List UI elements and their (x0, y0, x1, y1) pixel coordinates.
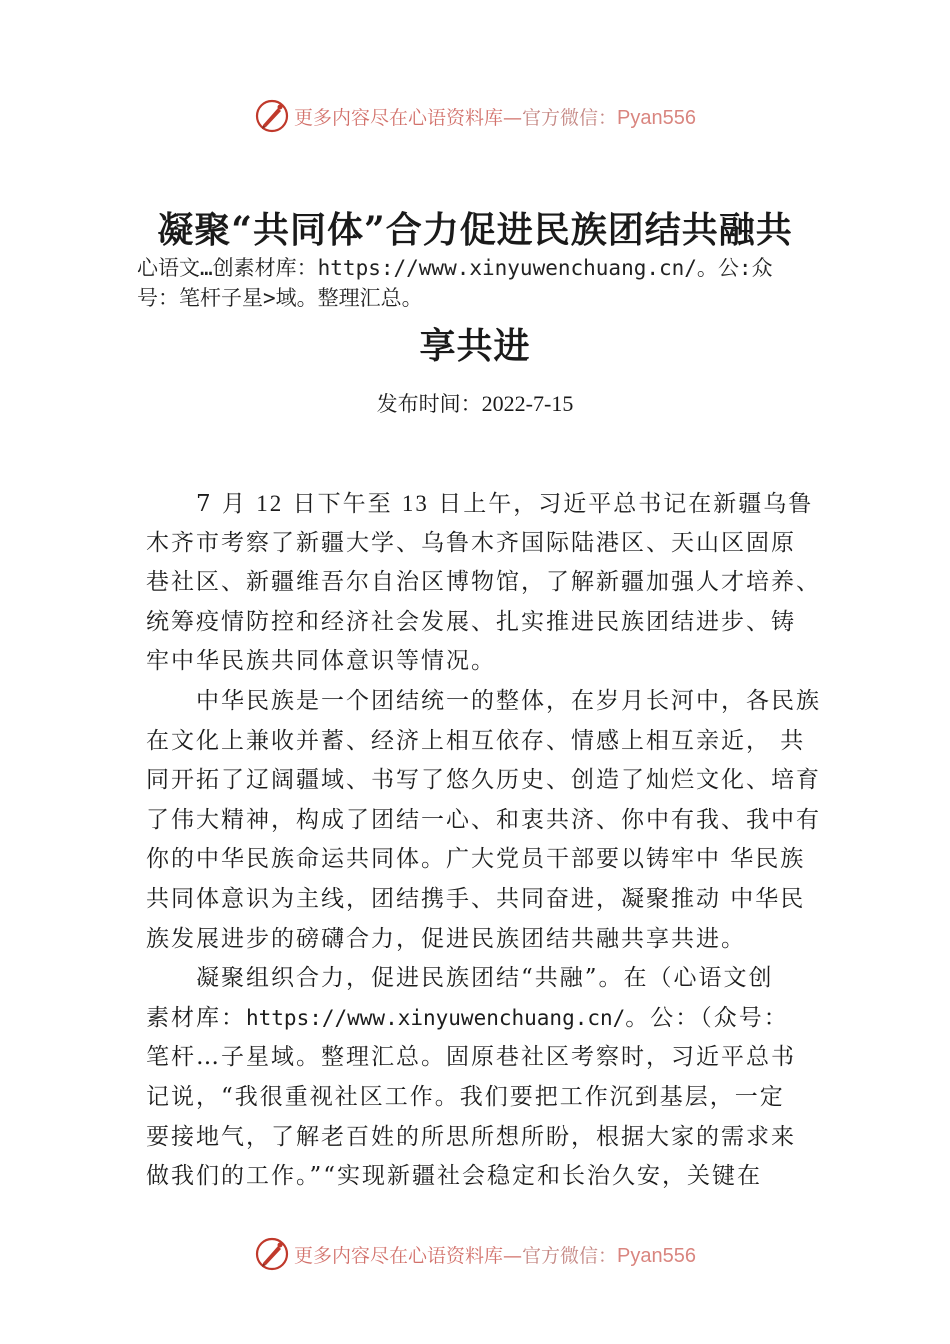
body-line: 木齐市考察了新疆大学、乌鲁木齐国际陆港区、天山区固原 (146, 529, 796, 556)
body-line: 巷社区、新疆维吾尔自治区博物馆，了解新疆加强人才培养、 (146, 569, 821, 596)
pen-logo-icon (254, 1236, 290, 1272)
body-line: 了伟大精神，构成了团结一心、和衷共济、你中有我、我中有 (146, 806, 821, 833)
body-line: 中华民族是一个团结统一的整体，在岁月长河中，各民族 (196, 687, 821, 714)
article-title-line1: 凝聚“共同体”合力促进民族团结共融共 (157, 209, 793, 251)
banner-text: 更多内容尽在心语资料库—官方微信：Pyan556 (294, 106, 696, 129)
body-line: 笔杆…子星域。整理汇总。固原巷社区考察时，习近平总书 (146, 1044, 796, 1071)
banner-text: 更多内容尽在心语资料库—官方微信：Pyan556 (294, 1244, 696, 1267)
body-line: 同开拓了辽阔疆域、书写了悠久历史、创造了灿烂文化、培育 (146, 767, 821, 794)
inserted-source-line2: 号：笔杆子星>域。整理汇总。 (137, 286, 423, 310)
body-line: 共同体意识为主线，团结携手、共同奋进，凝聚推动 中华民 (146, 885, 806, 912)
source-url: https://www.xinyuwenchuang.cn/ (246, 1005, 626, 1030)
article-body (146, 484, 836, 1197)
header-banner (0, 96, 950, 136)
pen-logo-icon (254, 98, 290, 134)
body-line: 要接地气，了解老百姓的所思所想所盼，根据大家的需求来 (146, 1123, 796, 1150)
body-line: 素材库：https://www.xinyuwenchuang.cn/。公：（众号： (146, 1004, 789, 1031)
footer-banner (0, 1234, 950, 1274)
publish-date: 发布时间：2022-7-15 (376, 391, 574, 416)
body-line: 统筹疫情防控和经济社会发展、扎实推进民族团结进步、铸 (146, 608, 796, 635)
body-line: 7 月 12 日下午至 13 日上午，习近平总书记在新疆乌鲁 (196, 491, 814, 517)
body-line: 族发展进步的磅礴合力，促进民族团结共融共享共进。 (146, 925, 746, 952)
inserted-source-line1: 心语文…创素材库：https://www.xinyuwenchuang.cn/。公:众 (137, 256, 773, 280)
body-line: 做我们的工作。”“实现新疆社会稳定和长治久安，关键在 (146, 1163, 763, 1190)
body-line: 记说，“我很重视社区工作。我们要把工作沉到基层，一定 (146, 1083, 785, 1110)
body-line: 在文化上兼收并蓄、经济上相互依存、情感上相互亲近， 共 (146, 727, 806, 754)
body-line: 你的中华民族命运共同体。广大党员干部要以铸牢中 华民族 (146, 846, 806, 873)
body-line: 凝聚组织合力，促进民族团结“共融”。在（心语文创 (196, 965, 774, 992)
article-title-line2: 享共进 (419, 325, 531, 367)
body-line: 牢中华民族共同体意识等情况。 (146, 648, 496, 675)
